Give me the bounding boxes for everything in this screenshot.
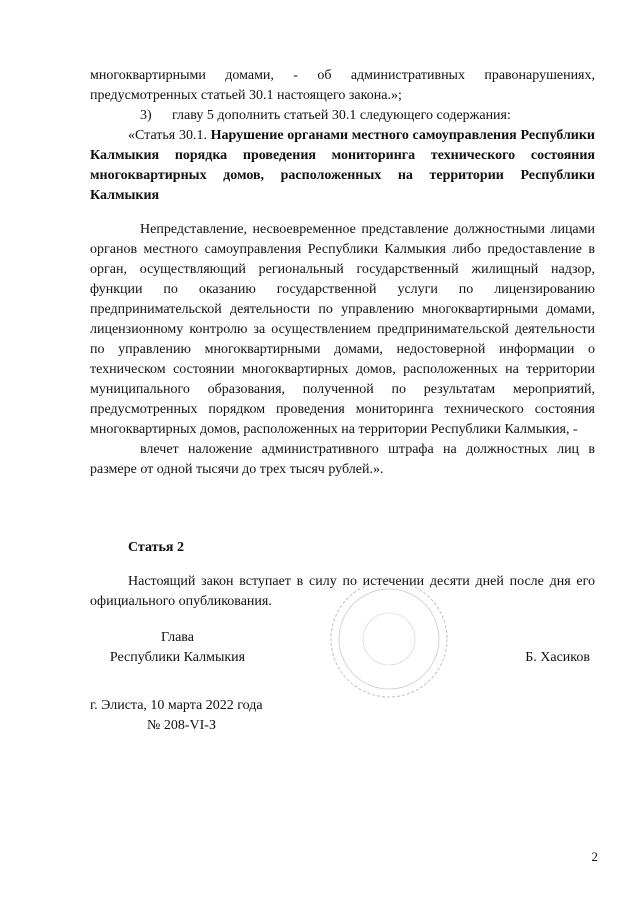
signatory-title-line-1: Глава [161,630,194,645]
article-2-heading: Статья 2 [128,540,184,555]
signatory-title [90,628,265,668]
new-article-heading [90,126,595,206]
signatory-name: Б. Хасиков [525,650,590,665]
amendment-item [90,106,595,126]
continuation-text: многоквартирными домами, - об административных правонарушениях, предусмотренных статьей 30.1 настоящего закона.»; [90,68,595,103]
document-body [90,66,595,612]
article-2-text: Настоящий закон вступает в силу по истечении десяти дней после дня его официального опубликования. [90,574,595,609]
article-paragraph-1: Непредставление, несвоевременное представление должностными лицами органов местного самоуправления Республики Калмыкия либо предоставление в орган, осуществляющий региональный государственный жилищный надзор, функции по оказанию государственной услуги по лицензированию предпринимательской деятельности по управлению многоквартирными домами, лицензионному контролю за осуществлением предпринимательской деятельности по управлению многоквартирными домами, недостоверной информации о техническом состоянии многоквартирных домов, расположенных на территории муниципального образования, полученной по результатам мероприятий, предусмотренных порядком проведения мониторинга технического состояния многоквартирных домов, расположенных на территории Республики Калмыкия, - [90,222,595,437]
place-and-date: г. Элиста, 10 марта 2022 года [90,698,263,713]
signatory-title-line-2: Республики Калмыкия [109,650,246,665]
law-number: № 208-VI-З [147,718,216,733]
article-title: Нарушение органами местного самоуправления Республики Калмыкия порядка проведения мониторинга технического состояния многоквартирных домов, расположенных на территории Республики Калмыкия [90,128,595,203]
official-seal-outline [328,578,450,700]
article-paragraph-2: влечет наложение административного штрафа на должностных лиц в размере от одной тысячи до трех тысяч рублей.». [90,442,595,477]
article-prefix: «Статья 30.1. [128,128,207,143]
page-number: 2 [591,849,598,864]
item-text: главу 5 дополнить статьей 30.1 следующего содержания: [172,108,511,123]
item-number: 3) [140,108,152,123]
